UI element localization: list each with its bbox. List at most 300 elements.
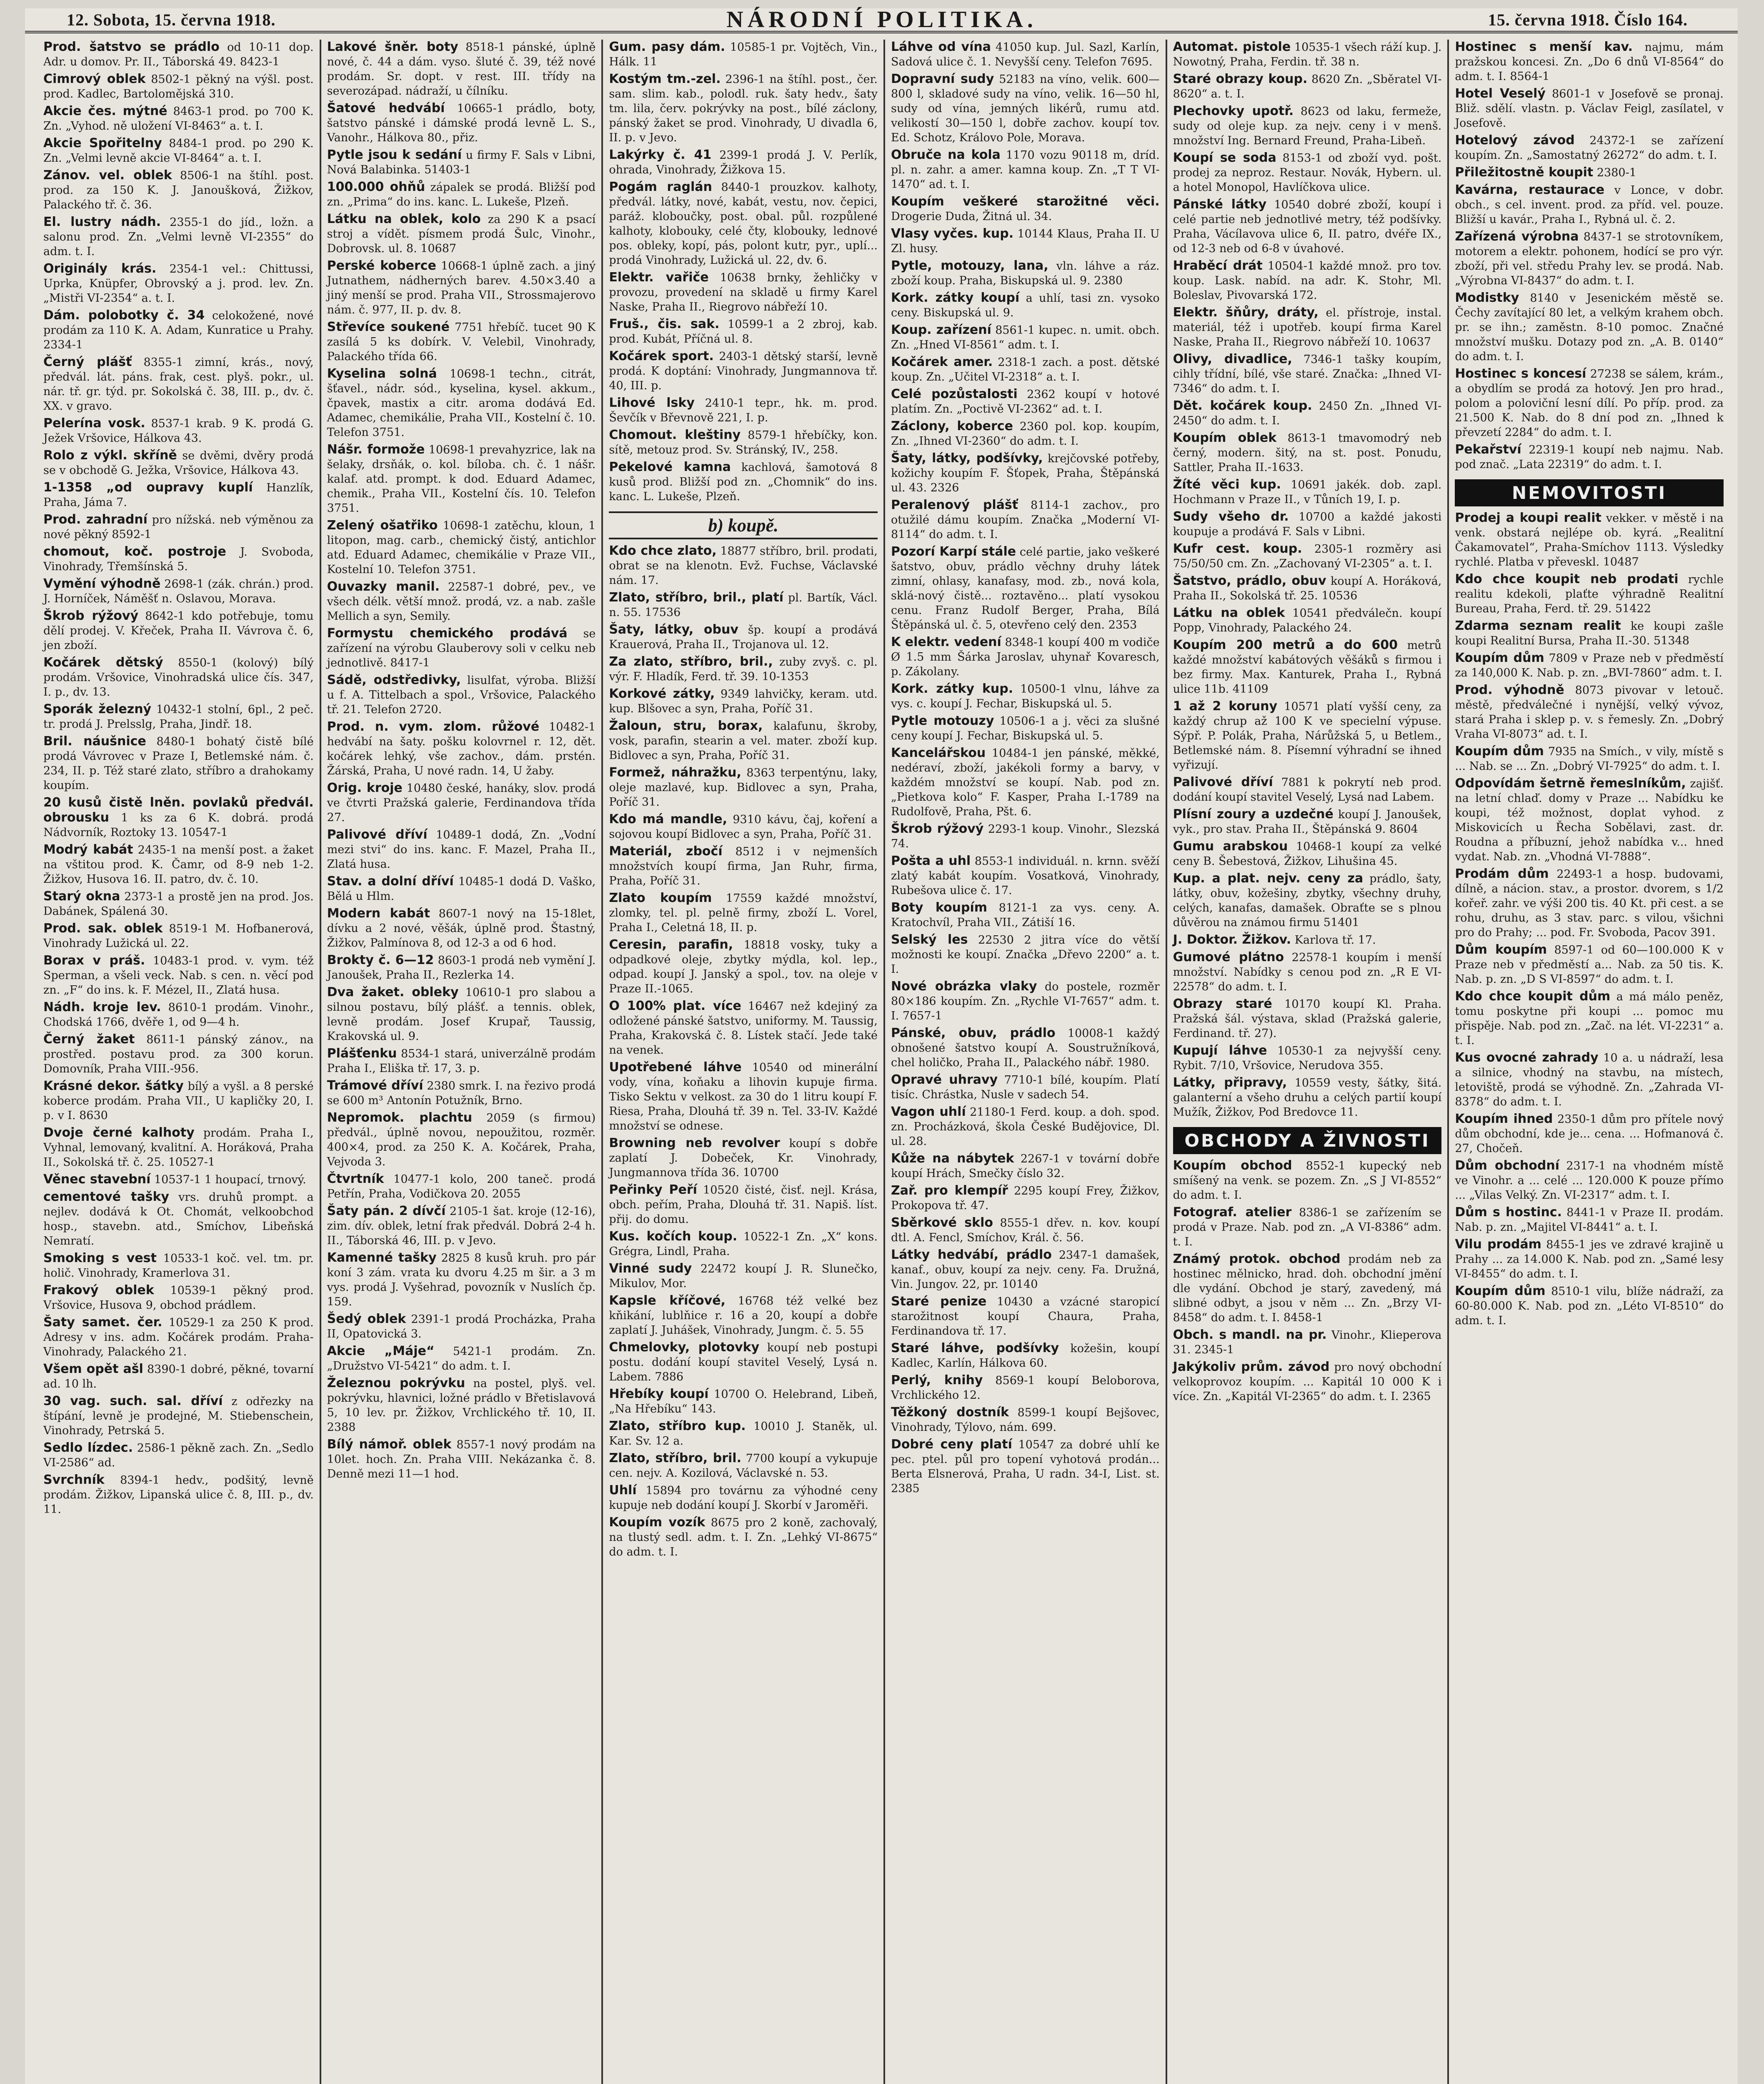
ad-text: bílý a vyšl. a 8 perské koberce prodám. Praha VII., U kapličky 20, I. p. v I. 8630 (43, 1080, 314, 1122)
ad-text: 9349 lahvičky, keram. utd. kup. Blšovec a syn, Praha, Poříč 31. (609, 688, 878, 715)
ad-text: 10698-1 techn., citrát, šťavel., nádr. sód., kyselina, kysel. akkum., čpavek, mastix a citr. aroma dodává Ed. Adamec, chemikálie, Praha VII., Kostelní č. 10. Telefon 3751. (327, 368, 596, 439)
classified-ad (327, 101, 596, 145)
classified-ad (891, 1215, 1160, 1245)
classified-ad (327, 366, 596, 440)
classified-ad (609, 1136, 878, 1180)
ad-text: krejčovské potřeby, kožichy koupím F. Šťopek, Praha, Štěpánská ul. 43. 2326 (891, 452, 1160, 494)
ad-heading: Dám. polobotky č. 34 (43, 308, 205, 323)
classified-ad (1455, 40, 1724, 84)
classified-ad (891, 148, 1160, 192)
ad-text: 10 a. u nádraží, lesa a silnice, vhodný na stavbu, na místech, letoviště, prodá se výhodně. Zn. „Zahrada VI-8378“ do adm. t. I. (1455, 1052, 1724, 1108)
classified-ad (1173, 150, 1442, 195)
ad-heading: 30 vag. such. sal. dříví (43, 1394, 223, 1408)
ad-text: 8441-1 v Praze II. prodám. Nab. p. zn. „Majitel VI-8441“ a. t. I. (1455, 1206, 1724, 1234)
ad-text: 10008-1 každý obnošené šatstvo koupí A. Soustružníková, chel holičko, Praha II., Palackého nábř. 1980. (891, 1027, 1160, 1069)
ad-heading: Akcie Spořitelny (43, 136, 162, 150)
ad-heading: Kup. a plat. nejv. ceny za (1173, 871, 1364, 886)
classified-ad (43, 40, 314, 69)
ad-heading: Kůže na nábytek (891, 1151, 1014, 1166)
ad-heading: Čtvrtník (327, 1172, 384, 1186)
ad-heading: Šaty, látky, podšívky, (891, 451, 1043, 466)
ad-text: 10540 dobré zboží, koupí i celé partie neb jednotlivé metry, též podšívky. Praha, Vácílavova ulice 6, II. patro, dvéře IX., od 12-3 neb od 6-8 v úvahové. (1173, 198, 1442, 255)
ad-text: koupí s dobře zaplatí J. Dobeček, Kr. Vinohrady, Jungmannova třída 36. 10700 (609, 1137, 878, 1179)
column-4 (883, 40, 1166, 2084)
classified-ad (1455, 1112, 1724, 1156)
ad-heading: Kočárek amer. (891, 355, 993, 369)
classified-ad (609, 1515, 878, 1559)
ad-text: 10432-1 stolní, 6pl., 2 peč. tr. prodá J. Prelsslg, Praha, Jindř. 18. (43, 703, 314, 731)
ad-heading: Kočárek sport. (609, 349, 714, 363)
ad-text: 8534-1 stará, univerzálně prodám Praha I., Eliška tř. 17, 3. p. (327, 1047, 596, 1075)
column-6 (1447, 40, 1729, 2084)
masthead-title: NÁRODNÍ POLITIKA. (726, 7, 1037, 33)
ad-heading: Plechovky upotř. (1173, 104, 1294, 118)
ad-heading: Peralenový plášť (891, 498, 1018, 512)
ad-text: 10559 vesty, šátky, šitá. galanterní a všeho druhu a celých partií koupí Mužík, Žižkov, Pod Bredovce 11. (1173, 1077, 1442, 1119)
ad-heading: 1-1358 „od oupravy kuplí (43, 480, 253, 495)
ad-text: 8552-1 kupecký neb smíšený na venk. se pozem. Zn. „S J VI-8552“ do adm. t. I. (1173, 1160, 1442, 1202)
ad-heading: Koupím obchod (1173, 1158, 1292, 1173)
classified-ad (1173, 1075, 1442, 1120)
classified-ad (1455, 1205, 1724, 1235)
ad-heading: Koupí se soda (1173, 150, 1276, 165)
classified-ad (1455, 86, 1724, 130)
classified-ad (1173, 305, 1442, 349)
ad-text: 7881 k pokrytí neb prod. dodání koupí stavitel Veselý, Lysá nad Labem. (1173, 776, 1442, 804)
ad-text: kachlová, šamotová 8 kusů prod. Bližší pod zn. „Chomnik“ do ins. kanc. L. Lukeše, Plzeň. (609, 461, 878, 503)
ad-heading: Nepromok. plachtu (327, 1110, 473, 1125)
ad-text: 8394-1 hedv., podšitý, levně prodám. Žižkov, Lipanská ulice č. 8, III. p., dv. 11. (43, 1474, 314, 1516)
classified-ad (1173, 606, 1442, 635)
classified-ad (1173, 509, 1442, 539)
classified-ad (1455, 183, 1724, 227)
ad-heading: Brokty č. 6—12 (327, 953, 434, 967)
ad-text: 16467 než kdejiný za odložené pánské šatstvo, uniformy. M. Taussig, Praha, Krakovská č. 8. Lístek stačí. Jede také na venek. (609, 1000, 878, 1057)
ad-text: 10489-1 dodá, Zn. „Vodní mezi stvi“ do ins. kanc. F. Mazel, Praha II., Zlatá husa. (327, 829, 596, 871)
ad-text: 10698-1 prevahyzrice, lak na šelaky, drsňák, o. kol. bíloba. ch. č. 1 nášr. kalaf. atd. prompt. k dod. Eduard Adamec, chemik., Praha VII., Kostelní čís. 10. Telefon 3751. (327, 443, 596, 515)
classified-ad (43, 734, 314, 793)
ad-heading: Přiležitostně koupit (1455, 165, 1594, 180)
classified-ad (1455, 1237, 1724, 1281)
ad-heading: Browning neb revolver (609, 1136, 780, 1150)
ad-text: 5421-1 prodám. Zn. „Družstvo VI-5421“ do adm. t. I. (327, 1345, 596, 1373)
ad-heading: Palivové dříví (327, 827, 428, 842)
classified-ad (43, 1440, 314, 1470)
ad-heading: Kufr cest. koup. (1173, 541, 1302, 556)
ad-text: pl. Bartík, Václ. n. 55. 17536 (609, 591, 878, 619)
ad-heading: Šatové hedvábí (327, 101, 445, 115)
ad-heading: Opravé uhravy (891, 1072, 998, 1087)
classified-ad (891, 226, 1160, 256)
ad-heading: Za zlato, stříbro, bril., (609, 654, 773, 669)
ad-text: metrů každé množství kabátových věšáků s firmou i bez firmy. Max. Kanturek, Praha I., Rybná ulice 11b. 41109 (1173, 639, 1442, 696)
ad-text: 10483-1 prod. v. vym. též Sperman, a všeli veck. Nab. s cen. n. věcí pod zn. „F“ do ins. k. F. Mézel, II., Zlatá husa. (43, 954, 314, 997)
ad-heading: Modrý kabát (43, 842, 133, 857)
classified-ad (43, 953, 314, 997)
ad-text: 2305-1 rozměry asi 75/50/50 cm. Zn. „Zachovaný VI-2305“ a. t. I. (1173, 543, 1442, 570)
classified-ad (43, 1125, 314, 1170)
ad-heading: chomout, koč. postroje (43, 544, 226, 559)
ad-heading: Prodej a koupi realit (1455, 511, 1601, 525)
classified-ad (327, 1110, 596, 1169)
classified-ad (1173, 950, 1442, 994)
ad-heading: Černý plášť (43, 355, 132, 369)
classified-ad (609, 428, 878, 457)
ad-heading: Obch. s mandl. na pr. (1173, 1328, 1327, 1342)
ad-text: 8363 terpentýnu, laky, oleje mazlavé, kup. Bidlovec a syn, Praha, Poříč 31. (609, 766, 878, 809)
ad-text: 10522-1 Zn. „X“ kons. Grégra, Lindl, Praha. (609, 1230, 878, 1258)
ad-heading: Staré penize (891, 1294, 987, 1309)
ad-heading: 20 kusů čistě lněn. povlaků předvál. obrousku (43, 795, 314, 825)
classified-ad (609, 1261, 878, 1291)
ad-text: 8557-1 nový prodám na 10let. hoch. Zn. Praha VIII. Nekázanka č. 8. Denně mezi 11—1 hod. (327, 1438, 596, 1480)
ad-heading: Zánov. vel. oblek (43, 168, 172, 183)
classified-ad (609, 1182, 878, 1227)
ad-text: 8623 od laku, fermeže, sudy od oleje kup. za nejv. ceny i v menš. množství Ing. Bernard Freund, Praha-Libeň. (1173, 105, 1442, 147)
classified-ad (1455, 366, 1724, 440)
classified-ad (327, 719, 596, 778)
ad-text: 8484-1 prod. po 290 K. Zn. „Velmi levně akcie VI-8464“ a. t. I. (43, 137, 314, 165)
ad-text: J. Svoboda, Vinohrady, Třemšínská 5. (43, 546, 314, 573)
classified-ad (609, 1451, 878, 1480)
ad-text: 2373-1 a prostě jen na prod. Jos. Dabánek, Spálená 30. (43, 890, 314, 918)
ad-text: 8569-1 koupí Beloborova, Vrchlického 12. (891, 1374, 1160, 1402)
ad-text: 8518-1 pánské, úplně nové, č. 44 a dám. vyso. šluté č. 39, též nové prodám. Sr. dopt. v rest. III. třídy na severozápad. nádraží, u čílníku. (327, 41, 596, 98)
ad-heading: Rolo z výkl. skříně (43, 448, 177, 463)
classified-ad (43, 544, 314, 574)
ad-text: zuby zvyš. c. pl. výr. F. Hladík, Ferd. tř. 39. 10-1353 (609, 656, 878, 683)
ad-heading: Záclony, koberce (891, 419, 1013, 433)
ad-text: koupí neb postupi postu. dodání koupí stavitel Veselý, Lysá n. Labem. 7886 (609, 1341, 878, 1383)
classified-ad (43, 842, 314, 887)
ad-text: 22319-1 koupí neb najmu. Nab. pod znač. „Lata 22319“ do adm. t. I. (1455, 443, 1724, 471)
masthead-date-right: 15. června 1918. Číslo 164. (1488, 10, 1688, 29)
ad-text: 8153-1 od zboží vyd. pošt. prodej za neproz. Restaur. Novák, Hybern. ul. a hotel Monopol, Havlíčkova ulice. (1173, 152, 1442, 194)
ad-heading: Kork. zátky koupí (891, 291, 1020, 305)
section-heading-nemovitosti: NEMOVITOSTI (1455, 479, 1724, 506)
classified-ad (43, 702, 314, 731)
classified-ad (891, 714, 1160, 743)
classified-ad (327, 1046, 596, 1076)
ad-text: 2403-1 dětský starší, levně prodá. K doptání: Vinohrady, Jungmannova tř. 40, III. p. (609, 350, 878, 392)
ad-heading: Šaty, látky, obuv (609, 622, 738, 637)
ad-text: vekker. v městě i na venk. obstará nejlépe ob. kyrá. „Realitní Čakamovatel“, Praha-Smíchov 1113. Výsledky rychlé. Platba v převeskl. 10487 (1455, 512, 1724, 569)
ad-heading: Sporák železný (43, 702, 152, 716)
ad-heading: Prod. n. vym. zlom. růžové (327, 719, 540, 734)
classified-ad (1173, 638, 1442, 696)
ad-text: 10484-1 jen pánské, měkké, nedéraví, zboží, jakékoli formy a barvy, v každém množství se koupí. Nab. pod zn. „Pietkova kolo“ F. Kasper, Praha I.-1789 na Rudolfově, Praha, Pšt. 6. (891, 747, 1160, 818)
classified-ad (609, 460, 878, 504)
classified-ad (891, 900, 1160, 930)
ad-text: 10698-1 zatěchu, kloun, 1 litopon, mag. carb., chemický čistý, antichlor atd. Eduard Adamec, chemikálie v Praze VII., Kostelní 10. Telefon 3751. (327, 519, 596, 576)
ad-text: 2396-1 na štíhl. post., čer. sam. slim. kab., polodl. ruk. šaty hedv., šaty tm. lila, červ. pokrývky na post., bílé záclony, pánský žaket se prod. Vinohrady, U divadla 6, II. p. v Jevo. (609, 73, 878, 144)
classified-ad (1455, 1050, 1724, 1109)
classified-ad (327, 673, 596, 717)
ad-text: 10599-1 a 2 zbroj, kab. prod. Kubát, Příčná ul. 8. (609, 318, 878, 346)
classified-ad (43, 609, 314, 653)
classified-ad (327, 148, 596, 177)
ad-text: 10691 jakék. dob. zapl. Hochmann v Praze II., v Tůních 19, I. p. (1173, 478, 1442, 506)
ad-heading: Zař. pro klempíř (891, 1183, 1008, 1198)
ad-heading: Všem opět ašl (43, 1362, 143, 1376)
classified-ad (1455, 942, 1724, 987)
classified-ad (43, 1394, 314, 1438)
classified-ad (891, 1183, 1160, 1213)
classified-ad (609, 844, 878, 888)
ad-heading: Boty koupím (891, 900, 988, 915)
ad-heading: Nášr. formože (327, 442, 425, 457)
ad-heading: Látku na oblek (1173, 606, 1285, 620)
ad-heading: Koup. zařízení (891, 323, 991, 337)
classified-ad (1173, 839, 1442, 869)
ad-heading: Látky hedvábí, prádlo (891, 1247, 1052, 1262)
classified-ad (1173, 1158, 1442, 1202)
classified-ad (891, 291, 1160, 320)
classified-ad (609, 937, 878, 996)
classified-ad (327, 442, 596, 516)
classified-ad (327, 258, 596, 317)
classified-ad (609, 1229, 878, 1259)
ad-text: 8537-1 krab. 9 K. prodá G. Ježek Vršovice, Hálkova 43. (43, 417, 314, 445)
ad-text: 7809 v Praze neb v předměstí za 140,000 K. Nab. p. zn. „BVI-7860“ adm. t. I. (1455, 652, 1724, 679)
ad-text: 2825 8 kusů kruh. pro pár koní 3 zám. vrata ku dvoru 4.25 m šir. a 3 m vys. prodá J. Vyšehrad, povozník v Nuslích čp. 159. (327, 1252, 596, 1308)
ad-text: 8579-1 hřebíčky, kon. sítě, metouz prod. Sv. Stránský, IV., 258. (609, 429, 878, 456)
ad-heading: Sedlo lízdec. (43, 1440, 133, 1455)
ad-heading: Hotelový závod (1455, 133, 1575, 148)
ad-text: 8610-1 prodám. Vinohr., Chodská 1766, dvěře 1, od 9—4 h. (43, 1001, 314, 1029)
classified-ad (43, 512, 314, 542)
ad-text: 2347-1 damašek, kanaf., obuv, koupí za nejv. ceny. Fa. Družná, Vin. Jungov. 22, pr. 10140 (891, 1249, 1160, 1291)
ad-heading: Železnou pokrývku (327, 1376, 465, 1390)
ad-text: 8355-1 zimní, krás., nový, předvál. lát. páns. frak, cest. plyš. pokr., ul. nár. tř. gr. týd. pr. Sokolská č. 38, III. p., dv. č. XX. v gravo. (43, 356, 314, 413)
ad-text: od 10-11 dop. Adr. u domov. Pr. II., Táborská 49. 8423-1 (43, 41, 314, 68)
classified-ad (43, 104, 314, 133)
ad-text: 8437-1 se strotovníkem, motorem a elektr. pohonem, hodící se pro výr. zboží, při vel. středu Prahy lev. se prodá. Nab. „Výrobna VI-8437“ do adm. t. I. (1455, 230, 1724, 287)
ad-heading: Modistky (1455, 291, 1519, 305)
classified-ad (891, 194, 1160, 224)
ad-text: 10500-1 vlnu, láhve za vys. c. koupí J. Fechar, Biskupská ul. 5. (891, 683, 1160, 710)
classified-ad (43, 308, 314, 352)
classified-ad (609, 812, 878, 842)
ad-heading: Plášťenku (327, 1046, 397, 1061)
ad-heading: Prod. šatstvo se prádlo (43, 40, 220, 54)
classified-ad (43, 889, 314, 919)
ad-text: 52183 na víno, velik. 600—800 l, skladové sudy na víno, velik. 16—50 hl, sudy od vína, jemných likérů, rumu atd. velikostí 30—150 l, dobře zachov. koupí tov. Ed. Schotz, Královo Pole, Morava. (891, 73, 1160, 144)
ad-text: 2360 pol. kop. koupím, Zn. „Ihned VI-2360“ do adm. t. I. (891, 420, 1160, 448)
classified-ad (609, 148, 878, 177)
ad-heading: Kostým tm.-zel. (609, 72, 721, 86)
classified-ad (327, 320, 596, 364)
ad-heading: Perlý, knihy (891, 1373, 983, 1388)
classified-ad (891, 355, 1160, 384)
ad-heading: Jakýkoliv prům. závod (1173, 1360, 1330, 1374)
ad-heading: Staré obrazy koup. (1173, 72, 1308, 86)
classified-ad (43, 921, 314, 951)
ad-text: kalafunu, škroby, vosk, parafin, stearin (609, 720, 878, 747)
ad-text: 10537-1 1 houpací, trnový. (154, 1173, 306, 1186)
ad-text: 8607-1 nový na 15-18let, dívku a 2 nové, věšák, úplně prod. Štastný, Žižkov, Palmínova 8, od 12-3 a od 6 hod. (327, 907, 596, 949)
ad-heading: Vagon uhlí (891, 1105, 966, 1119)
ad-text: 2410-1 tepr., hk. m. prod. Ševčík v Břevnově 221, I. p. (609, 397, 878, 424)
ad-heading: Sběrkové sklo (891, 1215, 993, 1230)
ad-heading: O 100% plat. více (609, 999, 741, 1013)
ad-text: 10482-1 hedvábí na šaty. pošku kolovrnel r. 12, dět. kočárek lehký, vše zachov., dám. prstén. Žárská, Praha, U nové radn. 14, U žaby. (327, 721, 596, 777)
classified-ad (609, 686, 878, 716)
classified-ad (327, 953, 596, 982)
ad-text: Vinohr., Klieperova 31. 2345-1 (1173, 1329, 1442, 1356)
classified-ad (609, 719, 878, 763)
classified-ad (1455, 291, 1724, 364)
ad-text: koupí J. Janoušek, vyk., pro stav. Praha II., Štěpánská 9. 8604 (1173, 808, 1442, 836)
ad-heading: Pekelové kamna (609, 460, 731, 474)
ad-text: 8642-1 kdo potřebuje, tomu dělí prodej. V. Křeček, Praha II. Vávrova č. 6, jen zboží. (43, 610, 314, 652)
ad-heading: El. lustry nádh. (43, 215, 161, 229)
classified-ad (1173, 104, 1442, 148)
ad-heading: Lakové šněr. boty (327, 40, 458, 54)
ad-heading: Elektr. šňůry, dráty, (1173, 305, 1319, 320)
ad-heading: Bílý námoř. oblek (327, 1437, 452, 1452)
ad-heading: Pytle jsou k sedání (327, 148, 462, 162)
ad-text: 10541 předválečn. koupí Popp, Vinohrady, Palackého 24. (1173, 607, 1442, 634)
ad-text: 16768 též velké bez kňikání, lublňice r. 16 a 20, koupí a dobře zaplatí J. Juhášek, Vinohrady, Jungm. č. 5. 55 (609, 1295, 878, 1337)
ad-text: Drogerie Duda, Žitná ul. 34. (891, 210, 1052, 223)
classified-ad (891, 258, 1160, 288)
ad-heading: Známý protok. obchod (1173, 1252, 1341, 1266)
ad-heading: Plísní zoury a uzdečné (1173, 807, 1334, 822)
classified-ad (1455, 572, 1724, 616)
ad-text: 10665-1 prádlo, boty, šatstvo pánské i dámské prodá levně L. S., Vanohr., Hálkova 80., přiz. (327, 102, 596, 144)
ad-heading: Kdo má mandle, (609, 812, 727, 827)
ad-text: 10430 a vzácné staropicí starožitnost koupí Chaura, Praha, Ferdinandova tř. 17. (891, 1295, 1160, 1338)
classified-ad (891, 681, 1160, 711)
ad-text: pro nížská. neb výměnou za nové pěkný 8592-1 (43, 513, 314, 541)
ad-heading: Originály krás. (43, 261, 157, 276)
classified-ad (327, 781, 596, 825)
ad-heading: Automat. pistole (1173, 40, 1291, 54)
classified-ad (327, 1376, 596, 1435)
ad-heading: Stav. a dolní dříví (327, 874, 454, 889)
ad-text: 7346-1 tašky koupím, cihly třídní, bílé, vše staré. Značka: „Ihned VI-7346“ do adm. t. I. (1173, 353, 1442, 395)
ad-heading: Šaty samet. čer. (43, 1315, 163, 1330)
ad-text: za 290 K a psací stroj a vídět. písmem prodá Šulc, Vinohr., Dobrovsk. ul. 8. 10687 (327, 213, 596, 255)
ad-heading: Vinné sudy (609, 1261, 692, 1276)
ad-text: 8386-1 se zařízením se prodá v Praze. Nab. pod zn. „A VI-8386“ adm. t. I. (1173, 1206, 1442, 1248)
ad-text: 10585-1 pr. Vojtěch, Vin., Hálk. 11 (609, 41, 878, 68)
ad-heading: Pánské látky (1173, 197, 1267, 212)
ad-heading: Pogám raglán (609, 180, 712, 194)
ad-heading: Koupím ihned (1455, 1112, 1553, 1126)
ad-heading: Koupím dům (1455, 1284, 1546, 1298)
classified-ad (609, 1293, 878, 1338)
ad-text: 22587-1 dobré, pev., ve všech délk. větší množ. prodá, vz. a nab. zašle Mellich a syn, Semily. (327, 581, 596, 623)
classified-ad (1173, 477, 1442, 507)
classified-ad (609, 72, 878, 145)
classified-ad (43, 416, 314, 446)
column-1 (38, 40, 320, 2084)
ad-text: 10539-1 pěkný prod. Vršovice, Husova 9, obchod prádlem. (43, 1284, 314, 1312)
ad-text: 2435-1 na menší post. a žaket na vštitou prod. K. Čamr, od 8-9 neb 1-2. Žižkov, Husova 16. II. patro, dv. č. 10. (43, 844, 314, 886)
ad-heading: Zelený ošatřiko (327, 518, 438, 533)
ad-text: 8121-1 za vys. ceny. A. Kratochvíl, Praha VII., Zátiší 16. (891, 902, 1160, 929)
ad-text: 8561-1 kupec. n. umit. obch. Zn. „Hned VI-8561“ adm. t. I. (891, 324, 1160, 351)
ad-heading: Šedý oblek (327, 1312, 406, 1326)
ad-text: 10540 od minerální vody, vína, koňaku a lihovin kupuje firma. Tisko Sektu v velkost. za 30 do 1 litru koupí F. Riesa, Praha, Dlouhá tř. 39 n. Tel. 33-IV. Každé množství se odnese. (609, 1061, 878, 1132)
ad-text: zajišť. na letní chlaď. domy v Praze ... Nabídku ke koupi, též možnost, doplat vyhod. z Miskovicích u Řecha Sobělavi, zast. dr. Roudna a příbuzní, jehož nabídka v... hned vydat. Nab. zn. „Vhodná VI-7888“. (1455, 777, 1724, 863)
ad-heading: Zlato, stříbro kup. (609, 1419, 746, 1433)
ad-heading: Gumu arabskou (1173, 839, 1288, 854)
classified-ad (327, 518, 596, 577)
ad-heading: Koupím veškeré starožitné věci. (891, 194, 1160, 209)
ad-text: 22472 koupí J. R. Slunečko, Mikulov, Mor. (609, 1262, 878, 1290)
ad-text: z odřezky na štípání, levně je prodejné, M. Stiebenschein, Vinohrady, Petrská 5. (43, 1395, 314, 1437)
ad-text: celé partie, jako veškeré šatstvo, obuv, prádlo věchny druhy látek zimní, ohlasy, kanafasy, mod. zb., nová kola, sklá-nový čistě... roztavěno... platí vysokou cenu. Franz Rudolf Berger, Praha, Bílá Štěpánská ul. č. 5, otevřeno celý den. 2353 (891, 546, 1160, 631)
ad-text: 8603-1 prodá neb vymění J. Janoušek, Praha II., Rezlerka 14. (327, 954, 596, 982)
classified-ad (43, 655, 314, 699)
classified-ad (1455, 1284, 1724, 1328)
ad-text: 10610-1 pro slabou a silnou postavu, bílý plášť. a tennis. oblek, levně prodám. Josef Krupař, Taussig, Krakovská ul. 9. (327, 986, 596, 1043)
ad-heading: Borax v práš. (43, 953, 145, 968)
classified-ad (1455, 442, 1724, 472)
ad-text: kožešin, koupí Kadlec, Karlín, Hálkova 60. (891, 1342, 1160, 1370)
ad-text: 22578-1 koupím i menší množství. Nabídky s cenou pod zn. „R E VI-22578“ do adm. t. I. (1173, 951, 1442, 993)
ad-heading: Staré láhve, podšívky (891, 1341, 1059, 1355)
classified-ad (609, 1483, 878, 1513)
classified-ad (891, 387, 1160, 416)
ad-text: koupí A. Horáková, Praha II., Sokolská tř. 25. 10536 (1173, 575, 1442, 602)
ad-text: zápalek se prodá. Bližší pod zn. „Prima“ do ins. kanc. L. Lukeše, Plzeň. (327, 181, 596, 208)
ad-heading: Sádě, odstředivky, (327, 673, 461, 687)
classified-ad (1173, 72, 1442, 101)
ad-text: 10530-1 za nejvyšší ceny. Rybit. 7/10, Vršovice, Nerudova 355. (1173, 1045, 1442, 1072)
ad-text: prodám neb za hostinec mělnicko, hrad. doh. obchodní jmění dle vydání. Obchod je starý, zavedený, má slibné odbyt, a jsou v něm ... Zn. „Brzy VI-8458“ do adm. t. I. 8458-1 (1173, 1253, 1442, 1324)
ad-text: 8114-1 zachov., pro otužilé dámu koupím. Značka „Moderní VI-8114“ do adm. t. I. (891, 499, 1160, 541)
ad-text: se zařízení na výrobu Glauberovy soli v celku neb jednotlivě. 8417-1 (327, 627, 596, 669)
ad-text: 10535-1 všech ráží kup. J. Nowotný, Praha, Ferdin. tř. 38 n. (1173, 41, 1442, 68)
classified-ad (327, 1204, 596, 1248)
classified-ad (1173, 997, 1442, 1041)
classified-ad (327, 1312, 596, 1341)
ad-heading: Koupím 200 metrů a do 600 (1173, 638, 1398, 652)
ad-heading: Vilu prodám (1455, 1237, 1541, 1252)
ad-heading: Fotograf. atelier (1173, 1205, 1292, 1220)
classified-ad (1173, 871, 1442, 930)
ad-text: 10668-1 úplně zach. a jiný Jutnathem, nádherných barev. 4.50×3.40 a jiný menší se prod. Praha VII., Strossmajerovo nám. č. 977, II. p. dv. 8. (327, 260, 596, 316)
classified-ad (43, 576, 314, 606)
ad-heading: Dět. kočárek koup. (1173, 398, 1312, 413)
ad-text: 8553-1 individuál. n. krnn. svěží zlatý kabát koupím. Vosatková, Vinohrady, Rubešova ulice č. 17. (891, 855, 1160, 897)
ad-heading: Palivové dříví (1173, 775, 1273, 789)
ad-heading: Kdo chce koupit dům (1455, 989, 1611, 1004)
ad-heading: Kočárek dětský (43, 655, 163, 670)
classified-ad (609, 40, 878, 69)
classified-ad (1455, 989, 1724, 1048)
ad-heading: Trámové dříví (327, 1078, 423, 1093)
ad-heading: Kus. kočích koup. (609, 1229, 738, 1244)
classified-ad (1173, 932, 1442, 947)
ad-heading: Materiál, zbočí (609, 844, 723, 859)
ad-text: 10529-1 za 250 K prod. Adresy v ins. adm. Kočárek prodám. Praha-Vinohrady, Palackého 21. (43, 1316, 314, 1358)
classified-ad (1173, 541, 1442, 571)
ad-heading: Vlasy vyčes. kup. (891, 226, 1014, 241)
ad-text: 10533-1 koč. vel. tm. pr. holič. Vinohrady, Kramerlova 31. (43, 1252, 314, 1280)
ad-heading: Pelerína vosk. (43, 416, 145, 431)
classified-ad (1173, 258, 1442, 303)
classified-ad (609, 1060, 878, 1133)
ad-text: najmu, mám pražskou koncesi. Zn. „Do 6 dnů VI-8564“ do adm. t. I. 8564-1 (1455, 41, 1724, 83)
ad-heading: Ceresin, parafin, (609, 937, 733, 952)
classified-ad (43, 1079, 314, 1123)
classified-ad (43, 1473, 314, 1517)
